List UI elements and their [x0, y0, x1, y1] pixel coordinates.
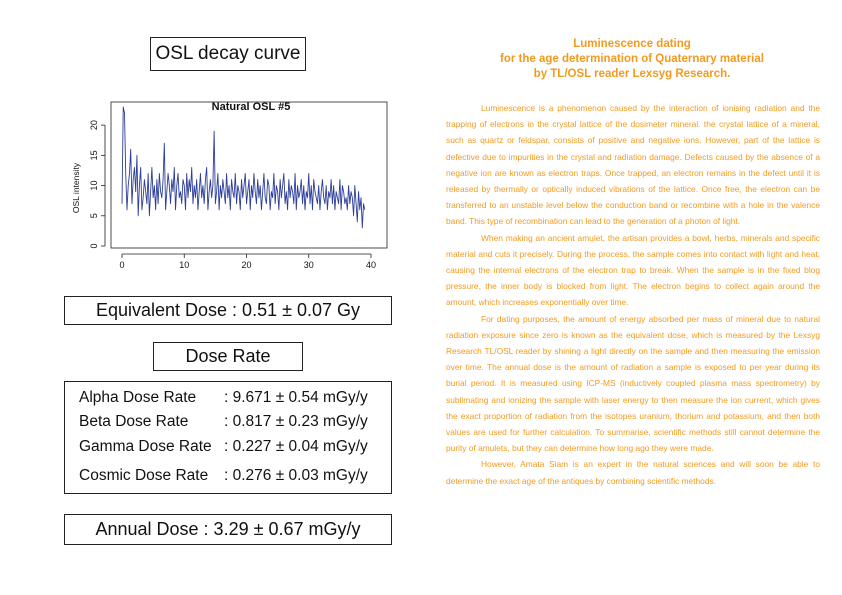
chart-y-label: OSL intensity	[71, 162, 81, 214]
article-paragraph: However, Amata Siam is an expert in the natural sciences and will soon be able to determine the exact age of the antiques by combining scientific methods.	[446, 459, 820, 486]
article-paragraph: When making an ancient amulet, the artisan provides a bowl, herbs, minerals and specific material and cuts it precisely. During the process, the sample comes into contact with light and heat, causing the internal electrons of the electron trap to break. When the sample is in the fixed blog pressure, the inner body is blocked from light. The electron begins to collect again around the amount, which increases exponentially over time.	[446, 232, 820, 308]
article-title	[446, 37, 818, 82]
dose-rate-row-gamma	[79, 438, 368, 456]
dose-rate-row-cosmic	[79, 467, 368, 485]
equivalent-dose-box: Equivalent Dose : 0.51 ± 0.07 Gy	[64, 296, 392, 325]
chart-title: Natural OSL #5	[211, 101, 291, 113]
article-body	[446, 100, 820, 489]
dose-rate-row-alpha	[79, 389, 368, 407]
x-tick-label: 30	[303, 260, 314, 270]
dose-rate-value: : 0.227 ± 0.04 mGy/y	[224, 438, 368, 455]
x-tick-label: 10	[179, 260, 190, 270]
y-tick-label: 0	[89, 243, 99, 249]
dose-rate-label: Cosmic Dose Rate	[79, 467, 209, 484]
x-tick-label: 20	[241, 260, 252, 270]
chart-series	[122, 107, 365, 228]
dose-rate-title: Dose Rate	[153, 342, 303, 371]
osl-decay-title: OSL decay curve	[150, 37, 306, 71]
x-tick-label: 40	[365, 260, 377, 270]
dose-rate-label: Beta Dose Rate	[79, 413, 189, 430]
article-title-line: for the age determination of Quaternary material	[500, 53, 764, 65]
dose-rate-value: : 0.817 ± 0.23 mGy/y	[224, 413, 368, 430]
article-paragraph: For dating purposes, the amount of energy absorbed per mass of mineral due to natural radiation exposure since zero is known as the equivalent dose, which is measured by the Lexsyg Research TL/OSL reader by shining a light directly on the sample and then measuring the emission over time. The annual dose is the amount of radiation a sample is exposed to per year during its burial period. It is measured using ICP-MS (inductively coupled plasma mass spectrometry) by sublimating and ionizing the sample with laser energy to then measure the ion current, which gives the exact proportion of radiation from the isotopes uranium, thorium and potassium, and then both values are used for further calculation. To summarise, scientific methods still cannot determine the purity of amulets, but they can determine how long ago they were made.	[446, 313, 820, 454]
dose-rate-row-beta	[79, 413, 368, 431]
article-title-line: Luminescence dating	[573, 38, 691, 50]
article-title-line: by TL/OSL reader Lexsyg Research.	[533, 68, 731, 80]
annual-dose-box: Annual Dose : 3.29 ± 0.67 mGy/y	[64, 514, 392, 545]
y-tick-label: 5	[89, 213, 99, 219]
article-paragraph: Luminescence is a phenomenon caused by the interaction of ionising radiation and the trapping of electrons in the crystal lattice of the dosimeter mineral. the crystal lattice of a mineral, such as quartz or feldspar, consists of positive and negative ions. However, part of the lattice is defective due to impurities in the crystal and radiation damage. Defects caused by the absence of a negative ion are known as electron traps. Once trapped, an electron remains in the defect until it is released by thermally or optically induced vibrations of the lattice. Once free, the electron can be transferred to an unstable level below the conduction band or recombine with a hole in the valence band. This type of recombination can lead to the generation of a photon of light.	[446, 103, 820, 227]
osl-series-line	[122, 107, 365, 228]
y-tick-label: 20	[89, 120, 99, 131]
y-tick-label: 15	[89, 150, 99, 161]
dose-rate-value: : 9.671 ± 0.54 mGy/y	[224, 389, 368, 406]
x-tick-label: 0	[119, 260, 125, 270]
dose-rate-label: Alpha Dose Rate	[79, 389, 197, 406]
y-tick-label: 10	[89, 180, 99, 191]
dose-rate-label: Gamma Dose Rate	[79, 438, 212, 455]
dose-rates-table	[64, 381, 392, 494]
dose-rate-value: : 0.276 ± 0.03 mGy/y	[224, 467, 368, 484]
osl-chart	[62, 95, 392, 280]
